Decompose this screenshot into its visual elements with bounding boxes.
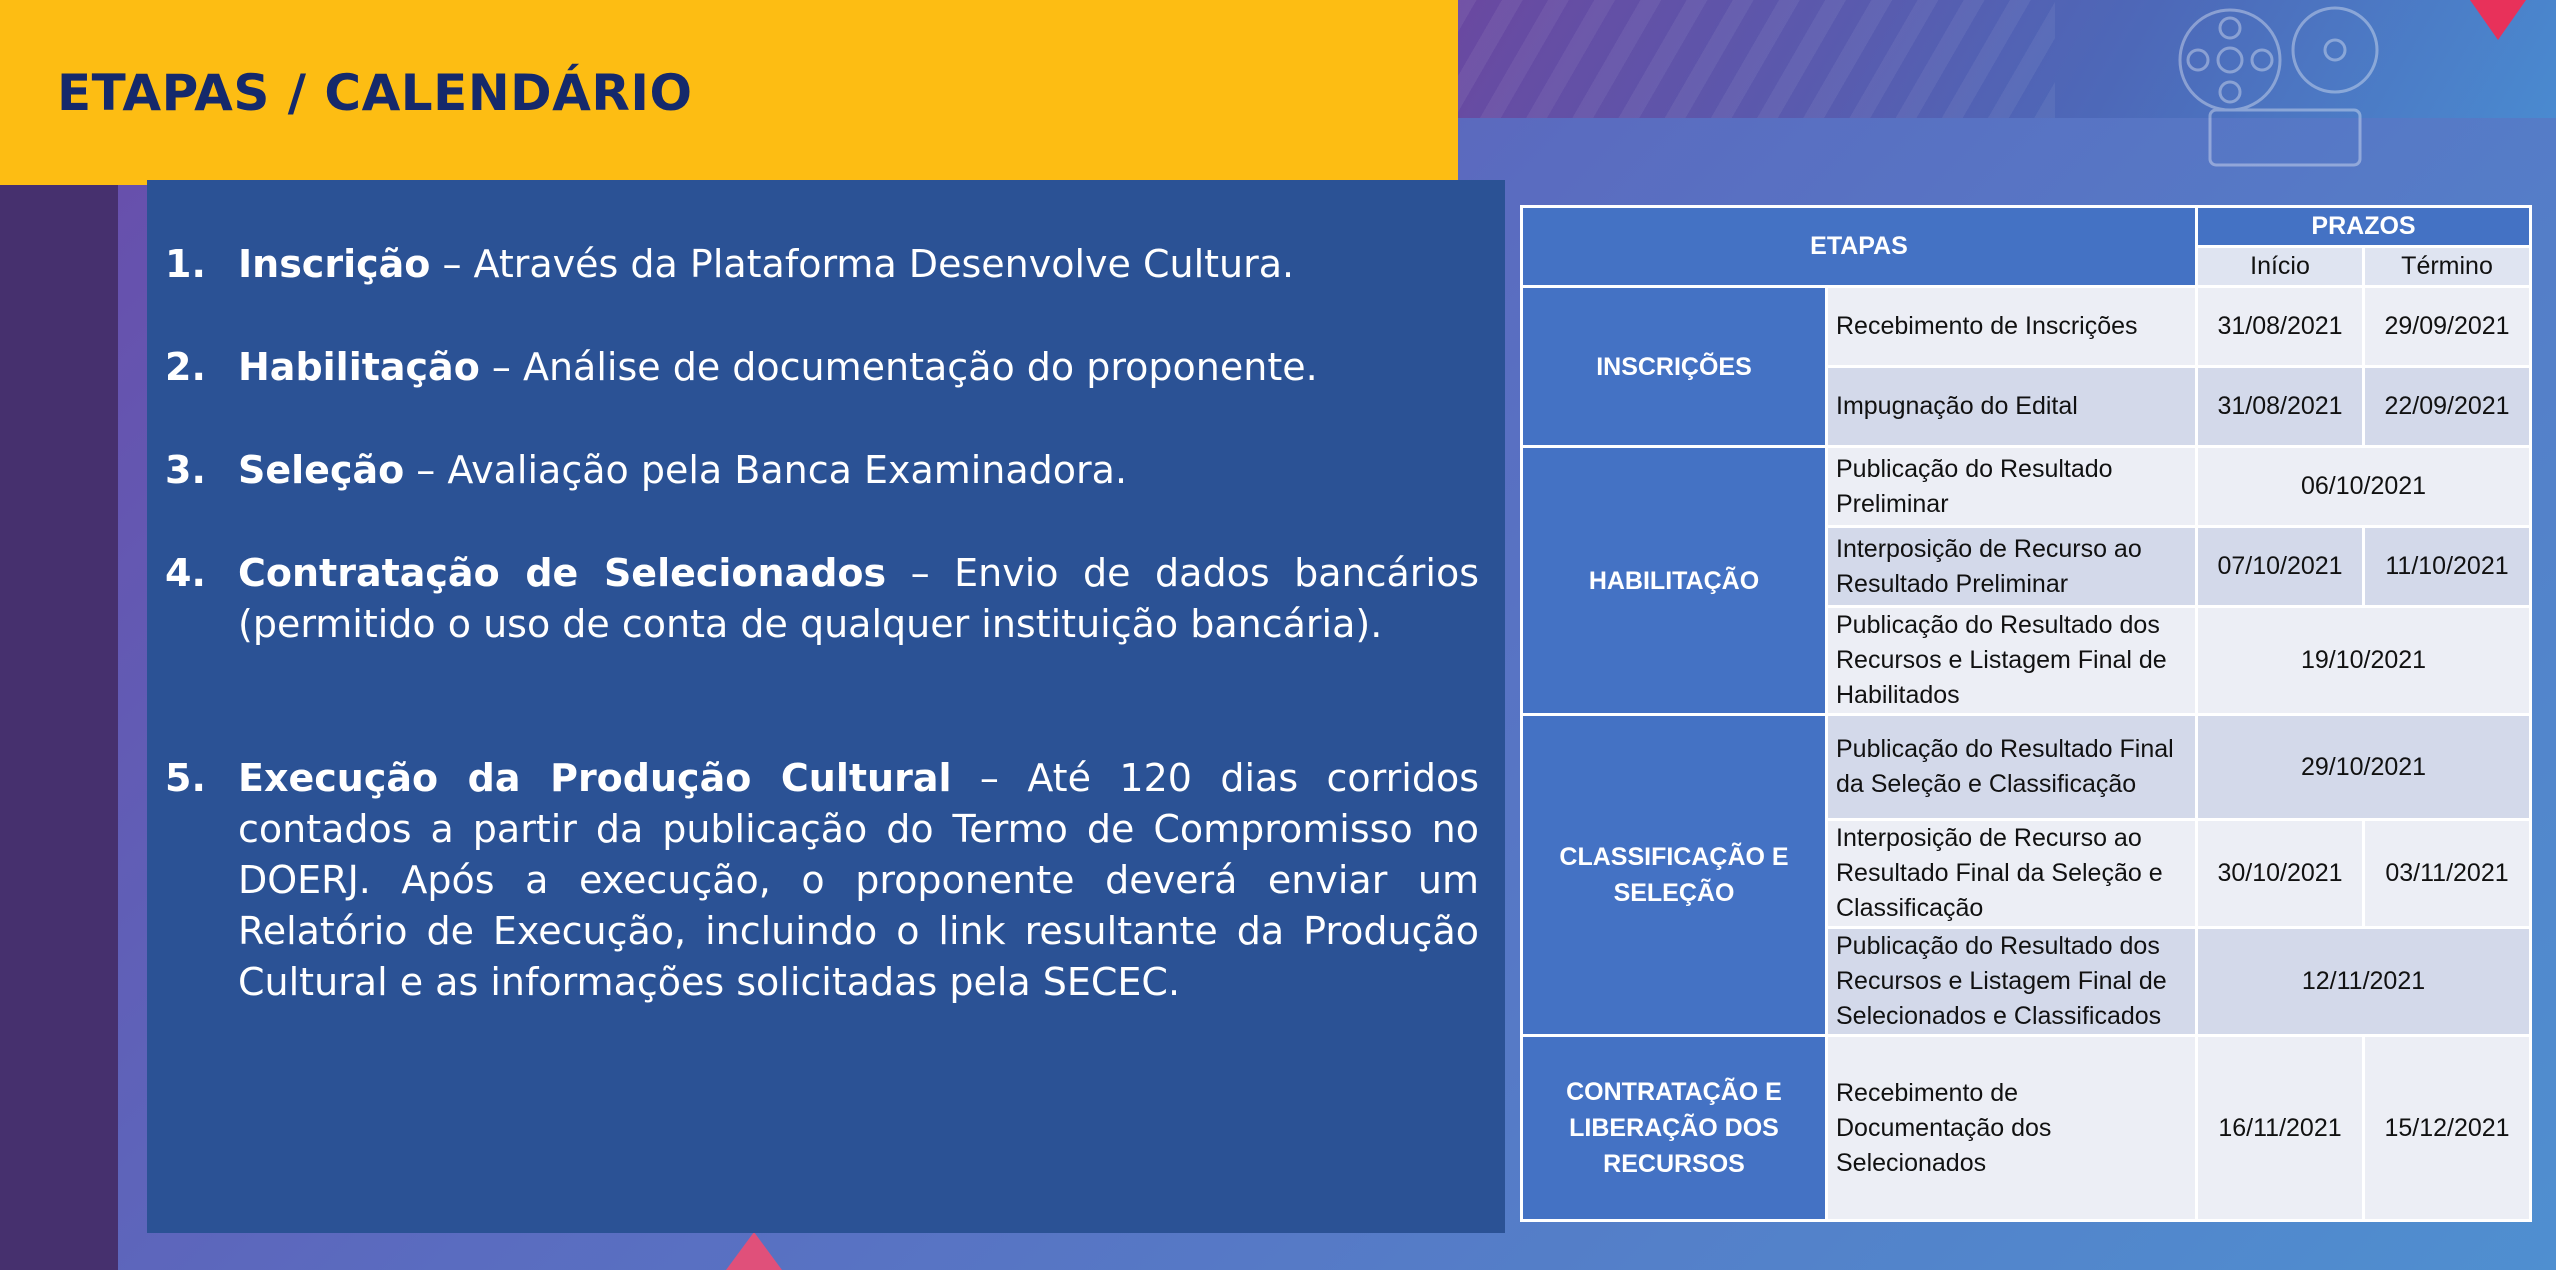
row-description: Recebimento de Documentação dos Selecionados [1827, 1036, 2197, 1221]
step-title: Habilitação [238, 345, 480, 389]
row-description: Interposição de Recurso ao Resultado Final da Seleção e Classificação [1827, 820, 2197, 928]
table-row [1522, 447, 2531, 527]
date-single: 12/11/2021 [2197, 928, 2531, 1036]
date-single: 06/10/2021 [2197, 447, 2531, 527]
step-title: Contratação de Selecionados [238, 551, 887, 595]
date-termino: 15/12/2021 [2364, 1036, 2531, 1221]
date-termino: 29/09/2021 [2364, 287, 2531, 367]
step-number: 4. [165, 551, 206, 595]
row-description: Publicação do Resultado Preliminar [1827, 447, 2197, 527]
background-left-strip [0, 180, 118, 1270]
step-text: – Através da Plataforma Desenvolve Cultura. [430, 242, 1295, 286]
date-inicio: 30/10/2021 [2197, 820, 2364, 928]
background-stripes [1455, 0, 2055, 118]
row-description: Publicação do Resultado dos Recursos e Listagem Final de Selecionados e Classificados [1827, 928, 2197, 1036]
schedule-table [1520, 205, 2532, 1222]
header-prazos: PRAZOS [2197, 207, 2531, 247]
bottom-triangle-decoration [726, 1232, 782, 1270]
date-termino: 03/11/2021 [2364, 820, 2531, 928]
step-title: Seleção [238, 448, 405, 492]
step-text: – Envio de dados bancários (permitido o uso de conta de qualquer instituição bancária). [238, 551, 1480, 646]
date-termino: 22/09/2021 [2364, 367, 2531, 447]
step-number: 5. [165, 756, 206, 800]
step-text: – Até 120 dias corridos contados a partir da publicação do Termo de Compromisso no DOERJ. Após a execução, o proponente deverá enviar um Relatório de Execução, incluindo o link resultante da Produção Cultural e as informações solicitadas pela SECEC. [238, 756, 1479, 1004]
corner-triangle-decoration [2470, 0, 2526, 40]
date-single: 29/10/2021 [2197, 715, 2531, 820]
step-number: 1. [165, 242, 206, 286]
step-number: 3. [165, 448, 206, 492]
header-etapas: ETAPAS [1522, 207, 2197, 287]
date-termino: 11/10/2021 [2364, 527, 2531, 607]
schedule-table-wrapper [1520, 205, 2529, 1210]
step-text: – Avaliação pela Banca Examinadora. [404, 448, 1128, 492]
steps-panel [147, 180, 1505, 1233]
row-description: Publicação do Resultado dos Recursos e Listagem Final de Habilitados [1827, 607, 2197, 715]
row-description: Interposição de Recurso ao Resultado Preliminar [1827, 527, 2197, 607]
stage-inscricoes: INSCRIÇÕES [1522, 287, 1827, 447]
step-text: – Análise de documentação do proponente. [479, 345, 1318, 389]
row-description: Impugnação do Edital [1827, 367, 2197, 447]
page-title: ETAPAS / CALENDÁRIO [57, 64, 693, 122]
date-inicio: 16/11/2021 [2197, 1036, 2364, 1221]
date-inicio: 31/08/2021 [2197, 367, 2364, 447]
step-number: 2. [165, 345, 206, 389]
table-row [1522, 287, 2531, 367]
row-description: Recebimento de Inscrições [1827, 287, 2197, 367]
header-termino: Término [2364, 247, 2531, 287]
stage-habilitacao: HABILITAÇÃO [1522, 447, 1827, 715]
row-description: Publicação do Resultado Final da Seleção e Classificação [1827, 715, 2197, 820]
date-inicio: 31/08/2021 [2197, 287, 2364, 367]
stage-classificacao: CLASSIFICAÇÃO E SELEÇÃO [1522, 715, 1827, 1036]
film-reel-icon [2150, 0, 2410, 170]
table-row [1522, 715, 2531, 820]
table-row [1522, 1036, 2531, 1221]
stage-contratacao: CONTRATAÇÃO E LIBERAÇÃO DOS RECURSOS [1522, 1036, 1827, 1221]
step-title: Execução da Produção Cultural [238, 756, 952, 800]
date-inicio: 07/10/2021 [2197, 527, 2364, 607]
header-bar [0, 0, 1458, 185]
step-title: Inscrição [238, 242, 431, 286]
date-single: 19/10/2021 [2197, 607, 2531, 715]
header-inicio: Início [2197, 247, 2364, 287]
